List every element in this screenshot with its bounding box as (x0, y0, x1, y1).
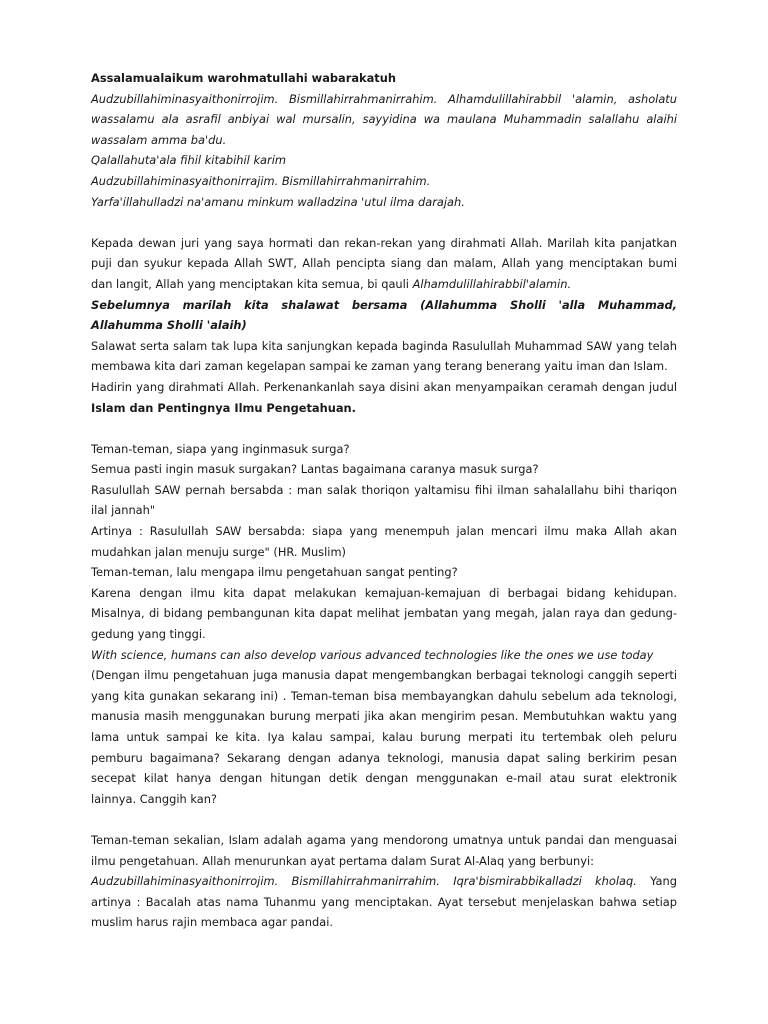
hamdalah-italic: Alhamdulillahirabbil'alamin. (412, 276, 572, 291)
hadirin-paragraph (91, 377, 677, 418)
hadith-translation: Artinya : Rasulullah SAW bersabda: siapa yang menempuh jalan mencari ilmu maka Allah akan mudahkan jalan menuju surge" (HR. Muslim) (91, 524, 677, 559)
ayat-line: Yarfa'illahulladzi na'amanu minkum walladzina 'utul ilma darajah. (91, 194, 465, 209)
paragraph-gap (91, 809, 677, 830)
paragraph-gap (91, 418, 677, 439)
speech-title: Islam dan Pentingnya Ilmu Pengetahuan. (91, 400, 356, 415)
question-caranya: Semua pasti ingin masuk surgakan? Lantas bagaimana caranya masuk surga? (91, 462, 539, 477)
shalawat-invitation: Sebelumnya marilah kita shalawat bersama (Allahumma Sholli 'alla Muhammad, Allahumma Sholli 'alaih) (91, 297, 677, 333)
islam-paragraph: Teman-teman sekalian, Islam adalah agama yang mendorong umatnya untuk pandai dan menguasai ilmu pengetahuan. Allah menurunkan ayat pertama dalam Surat Al-Alaq yang berbunyi: (91, 832, 677, 868)
salawat-paragraph: Salawat serta salam tak lupa kita sanjungkan kepada baginda Rasulullah Muhammad SAW yang telah membawa kita dari zaman kegelapan sampai ke zaman yang terang benerang yaitu iman dan Islam. (91, 338, 677, 374)
karena-paragraph: Karena dengan ilmu kita dapat melakukan kemajuan-kemajuan di berbagai bidang kehidupan. Misalnya, di bidang pembangunan kita dapat melihat jembatan yang megah, jalan raya dan gedung-gedung yang tinggi. (91, 585, 677, 642)
qalallah-line: Qalallahuta'ala fihil kitabihil karim (91, 153, 286, 168)
paragraph-gap (91, 212, 677, 233)
iqra-paragraph (91, 871, 677, 933)
question-ilmu-penting: Teman-teman, lalu mengapa ilmu pengetahuan sangat penting? (91, 565, 458, 580)
hadirin-text: Hadirin yang dirahmati Allah. Perkenankanlah saya disini akan menyampaikan ceramah dengan judul (91, 379, 677, 394)
intro-paragraph (91, 233, 677, 295)
taawudz-line: Audzubillahiminasyaithonirrajim. Bismillahirrahmanirrahim. (91, 173, 431, 188)
science-paragraph: (Dengan ilmu pengetahuan juga manusia dapat mengembangkan berbagai teknologi canggih seperti yang kita gunakan sekarang ini) . Teman-teman bisa membayangkan dahulu sebelum ada teknologi, manusia masih menggunakan burung merpati jika akan mengirim pesan. Membutuhkan waktu yang lama untuk sampai ke kita. Iya kalau sampai, kalau burung merpati itu tertembak oleh peluru pemburu bagaimana? Sekarang dengan adanya teknologi, manusia dapat saling berkirim pesan secepat kilat hanya dengan hitungan detik dengan menggunakan e-mail atau surat elektronik lainnya. Canggih kan? (91, 668, 677, 806)
question-surga: Teman-teman, siapa yang inginmasuk surga? (91, 441, 350, 456)
iqra-italic: Audzubillahiminasyaithonirrojim. Bismillahirrahmanirrahim. Iqra'bismirabbikalladzi kholaq. (91, 874, 637, 889)
opening-doa: Audzubillahiminasyaithonirrojim. Bismillahirrahmanirrahim. Alhamdulillahirabbil 'alamin, asholatu wassalamu ala asrafil anbiyai wal mursalin, sayyidina wa maulana Muhammadin salallahu alaihi wassalam amma ba'du. (91, 91, 677, 147)
iqra-meaning: Yang artinya : Bacalah atas nama Tuhanmu yang menciptakan. Ayat tersebut menjelaskan bahwa setiap muslim harus rajin membaca agar pandai. (91, 874, 677, 930)
greeting-salam: Assalamualaikum warohmatullahi wabarakatuh (91, 71, 396, 85)
document-page (91, 68, 677, 933)
science-english-line: With science, humans can also develop various advanced technologies like the ones we use today (91, 647, 654, 662)
hadith-quote: Rasulullah SAW pernah bersabda : man salak thoriqon yaltamisu fihi ilman sahalallahu bihi thariqon ilal jannah" (91, 482, 677, 518)
intro-paragraph-text: Kepada dewan juri yang saya hormati dan rekan-rekan yang dirahmati Allah. Marilah kita panjatkan puji dan syukur kepada Allah SWT, Allah pencipta siang dan malam, Allah yang menciptakan bumi dan langit, Allah yang menciptakan kita semua, bi qauli (91, 235, 677, 291)
